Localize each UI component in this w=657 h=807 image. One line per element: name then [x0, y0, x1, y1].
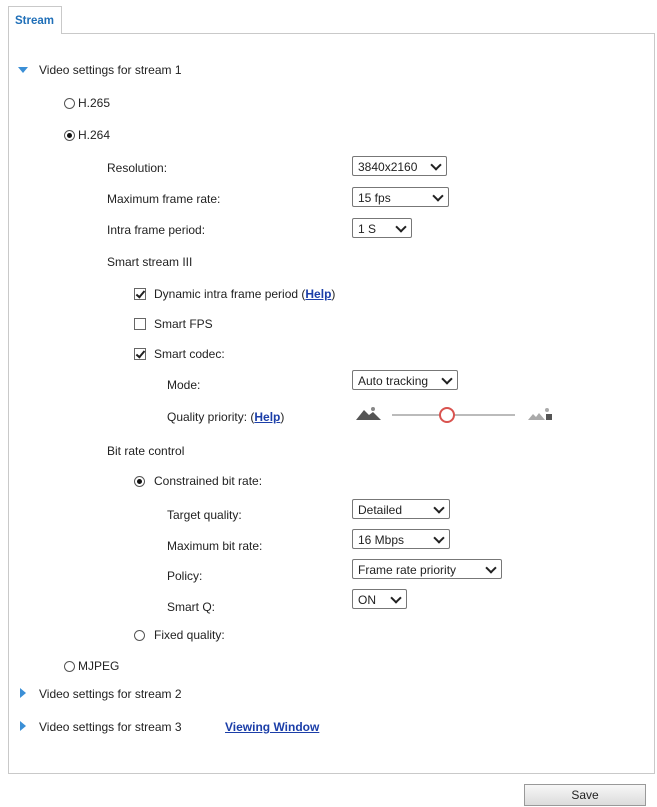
smart-stream-title: Smart stream III — [107, 255, 193, 269]
chevron-down-icon — [441, 373, 452, 384]
codec-mjpeg-radio[interactable] — [64, 661, 75, 672]
policy-select[interactable] — [352, 559, 502, 579]
codec-h265-radio[interactable] — [64, 98, 75, 109]
smart-q-value: ON — [358, 593, 376, 607]
dynamic-intra-checkbox[interactable] — [134, 288, 146, 300]
policy-label: Policy: — [167, 569, 203, 583]
quality-priority-suffix: ) — [280, 410, 285, 424]
quality-priority-prefix: ( — [250, 410, 255, 424]
target-quality-label: Target quality: — [167, 508, 242, 522]
smart-codec-checkbox[interactable] — [134, 348, 146, 360]
fixed-quality-radio[interactable] — [134, 630, 145, 641]
low-quality-landscape-icon — [355, 406, 383, 422]
quality-priority-help-link[interactable]: Help — [254, 410, 281, 424]
dynamic-intra-text: Dynamic intra frame period ( — [154, 287, 306, 301]
max-bit-rate-select[interactable] — [352, 529, 450, 549]
max-frame-rate-label: Maximum frame rate: — [107, 192, 221, 206]
dynamic-intra-suffix: ) — [331, 287, 336, 301]
stream-settings-panel — [8, 33, 655, 774]
codec-h264-radio[interactable] — [64, 130, 75, 141]
chevron-down-icon — [485, 562, 496, 573]
smart-codec-label: Smart codec: — [154, 347, 225, 361]
target-quality-select[interactable] — [352, 499, 450, 519]
viewing-window-link[interactable]: Viewing Window — [225, 720, 320, 734]
chevron-down-icon — [432, 190, 443, 201]
stream1-header[interactable]: Video settings for stream 1 — [39, 63, 182, 77]
stream3-header[interactable]: Video settings for stream 3 — [39, 720, 182, 734]
max-frame-rate-value: 15 fps — [358, 191, 391, 205]
smart-q-label: Smart Q: — [167, 600, 216, 614]
max-bit-rate-label: Maximum bit rate: — [167, 539, 263, 553]
tab-stream-label: Stream — [15, 15, 54, 27]
chevron-down-icon — [395, 221, 406, 232]
constrained-bit-rate-radio[interactable] — [134, 476, 145, 487]
tab-stream[interactable] — [8, 6, 62, 34]
constrained-bit-rate-label: Constrained bit rate: — [154, 474, 263, 488]
chevron-down-icon — [433, 532, 444, 543]
resolution-select[interactable] — [352, 156, 447, 176]
codec-h265-label: H.265 — [78, 96, 111, 110]
intra-frame-period-select[interactable] — [352, 218, 412, 238]
chevron-down-icon — [430, 159, 441, 170]
intra-frame-period-label: Intra frame period: — [107, 223, 206, 237]
target-quality-value: Detailed — [358, 503, 403, 517]
expand-down-icon[interactable] — [18, 67, 28, 73]
stream2-header[interactable]: Video settings for stream 2 — [39, 687, 182, 701]
smart-q-select[interactable] — [352, 589, 407, 609]
resolution-label: Resolution: — [107, 161, 168, 175]
expand-right-icon[interactable] — [20, 721, 26, 731]
smart-fps-label: Smart FPS — [154, 317, 213, 331]
quality-priority-text: Quality priority: — [167, 410, 251, 424]
smart-fps-checkbox[interactable] — [134, 318, 146, 330]
mode-value: Auto tracking — [358, 374, 429, 388]
high-quality-landscape-icon — [527, 406, 555, 422]
save-button[interactable]: Save — [524, 784, 646, 806]
intra-frame-period-value: 1 S — [358, 222, 377, 236]
expand-right-icon[interactable] — [20, 688, 26, 698]
mode-select[interactable] — [352, 370, 458, 390]
dynamic-intra-help-link[interactable]: Help — [305, 287, 332, 301]
quality-priority-label — [167, 410, 284, 424]
chevron-down-icon — [433, 502, 444, 513]
fixed-quality-label: Fixed quality: — [154, 628, 225, 642]
mode-label: Mode: — [167, 378, 201, 392]
dynamic-intra-label — [154, 287, 335, 301]
policy-value: Frame rate priority — [358, 563, 457, 577]
max-bit-rate-value: 16 Mbps — [358, 533, 405, 547]
max-frame-rate-select[interactable] — [352, 187, 449, 207]
bit-rate-control-title: Bit rate control — [107, 444, 185, 458]
codec-h264-label: H.264 — [78, 128, 111, 142]
resolution-value: 3840x2160 — [358, 160, 418, 174]
chevron-down-icon — [390, 592, 401, 603]
codec-mjpeg-label: MJPEG — [78, 659, 120, 673]
quality-priority-slider-thumb[interactable] — [439, 407, 455, 423]
